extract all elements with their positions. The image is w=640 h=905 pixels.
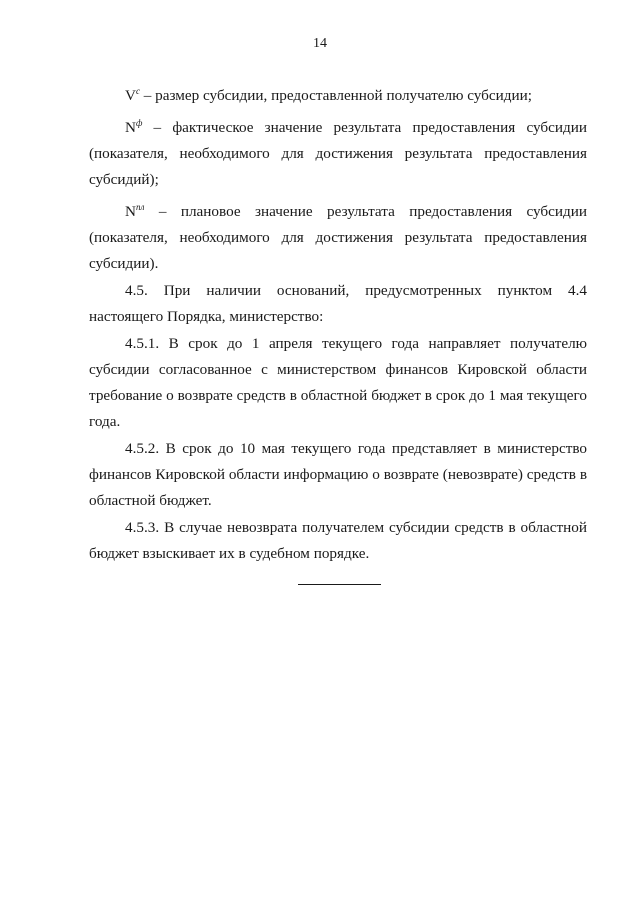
definition-n-actual <box>89 110 587 193</box>
symbol: N <box>125 119 136 136</box>
symbol: N <box>125 203 136 220</box>
end-separator-line <box>298 584 381 585</box>
clause-4-5: 4.5. При наличии оснований, предусмотренных пунктом 4.4 настоящего Порядка, министерство: <box>89 282 587 325</box>
symbol-superscript: ф <box>135 118 143 128</box>
clause-4-5-3: 4.5.3. В случае невозврата получателем субсидии средств в областной бюджет взыскивает их в судебном порядке. <box>89 519 587 562</box>
document-body <box>89 78 587 567</box>
page-number: 14 <box>313 36 327 51</box>
definition-text: – плановое значение результата предоставления субсидии (показателя, необходимого для достижения результата предоставления субсидии). <box>89 203 587 272</box>
symbol-superscript: c <box>135 86 140 96</box>
definition-text: – фактическое значение результата предоставления субсидии (показателя, необходимого для достижения результата предоставления субсидий); <box>89 119 587 188</box>
symbol: V <box>125 87 136 104</box>
definition-v-subsidy <box>89 78 587 109</box>
definition-n-planned <box>89 194 587 277</box>
clause-4-5-2: 4.5.2. В срок до 10 мая текущего года представляет в министерство финансов Кировской области информацию о возврате (невозврате) средств в областной бюджет. <box>89 440 587 509</box>
definition-text: – размер субсидии, предоставленной получателю субсидии; <box>139 87 532 104</box>
clause-4-5-1: 4.5.1. В срок до 1 апреля текущего года направляет получателю субсидии согласованное с министерством финансов Кировской области требование о возврате средств в областной бюджет в срок до 1 мая текущего года. <box>89 335 587 430</box>
symbol-superscript: пл <box>135 202 145 212</box>
